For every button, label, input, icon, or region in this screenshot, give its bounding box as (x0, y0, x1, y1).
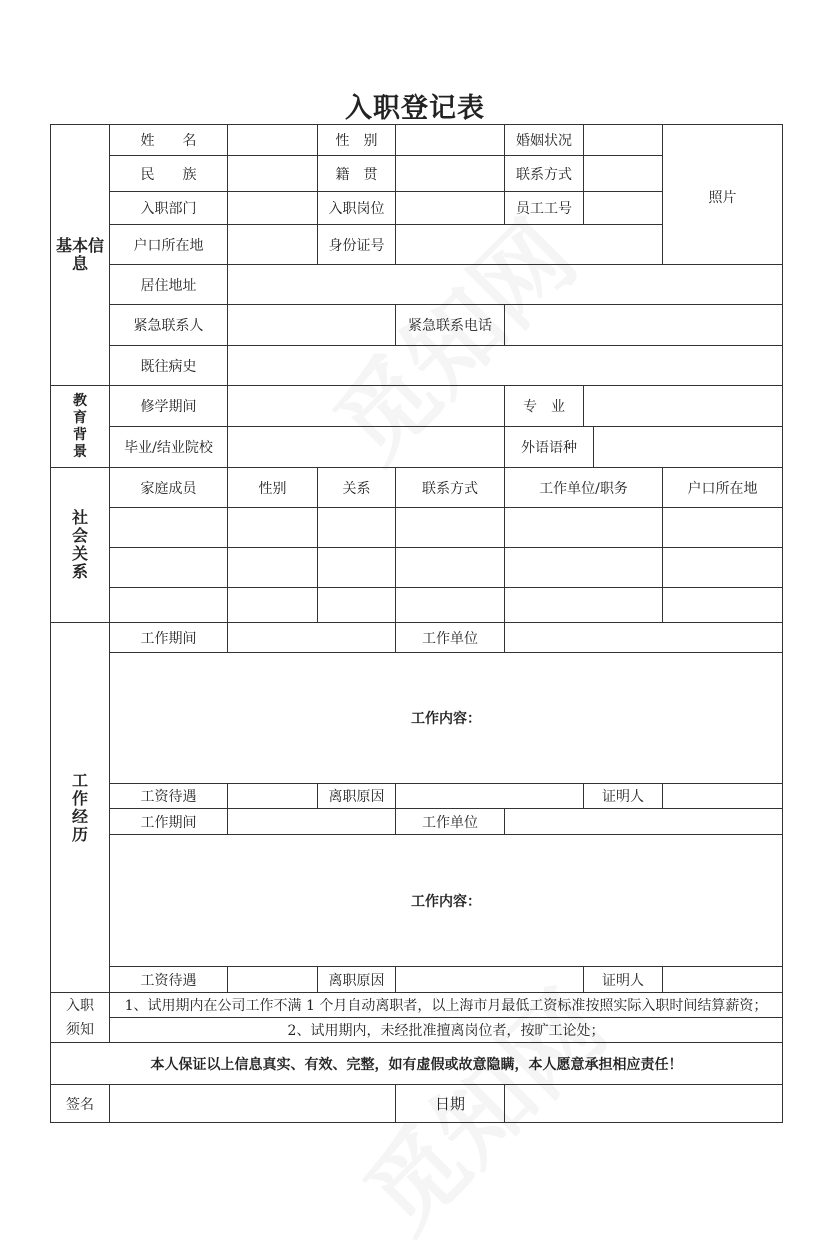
leave-reason-field-1[interactable] (396, 784, 584, 809)
table-cell[interactable] (110, 548, 228, 588)
reference-label-1: 证明人 (584, 784, 663, 809)
company-field-1[interactable] (505, 623, 783, 653)
name-label: 姓 名 (110, 125, 228, 156)
reference-label-2: 证明人 (584, 967, 663, 993)
work-period-label-1: 工作期间 (110, 623, 228, 653)
date-label: 日期 (396, 1085, 505, 1123)
table-row (51, 548, 783, 588)
dept-field[interactable] (228, 192, 318, 225)
language-field[interactable] (594, 427, 783, 468)
notice-item-1: 1、试用期内在公司工作不满 1 个月自动离职者，以上海市月最低工资标准按照实际入职时间结算薪资； (110, 993, 783, 1018)
table-cell[interactable] (318, 548, 396, 588)
id-number-label: 身份证号 (318, 225, 396, 265)
marital-label: 婚姻状况 (505, 125, 584, 156)
salary-label-1: 工资待遇 (110, 784, 228, 809)
table-cell[interactable] (396, 588, 505, 623)
registration-form (50, 124, 783, 1123)
section-notice: 入职须知 (51, 993, 110, 1043)
work-period-field-2[interactable] (228, 809, 396, 835)
table-cell[interactable] (505, 548, 663, 588)
table-cell[interactable] (396, 548, 505, 588)
school-field[interactable] (228, 427, 505, 468)
col-family-member: 家庭成员 (110, 468, 228, 508)
col-relation: 关系 (318, 468, 396, 508)
table-cell[interactable] (228, 508, 318, 548)
work-content-box-1[interactable] (110, 653, 783, 784)
major-label: 专 业 (505, 386, 584, 427)
employee-id-label: 员工工号 (505, 192, 584, 225)
native-place-field[interactable] (396, 156, 505, 192)
table-cell[interactable] (110, 508, 228, 548)
gender-label: 性 别 (318, 125, 396, 156)
table-cell[interactable] (318, 588, 396, 623)
reference-field-2[interactable] (663, 967, 783, 993)
emergency-contact-label: 紧急联系人 (110, 305, 228, 346)
work-content-label-1: 工作内容： (411, 711, 481, 727)
emergency-contact-field[interactable] (228, 305, 396, 346)
name-field[interactable] (228, 125, 318, 156)
company-label-2: 工作单位 (396, 809, 505, 835)
table-cell[interactable] (505, 508, 663, 548)
photo-box[interactable]: 照片 (663, 125, 783, 265)
work-content-label-2: 工作内容： (411, 893, 481, 910)
address-label: 居住地址 (110, 265, 228, 305)
work-content-box-2[interactable] (110, 835, 783, 967)
notice-item-2: 2、试用期内，未经批准擅离岗位者，按旷工论处； (110, 1018, 783, 1043)
table-cell[interactable] (505, 588, 663, 623)
employee-id-field[interactable] (584, 192, 663, 225)
hukou-label: 户口所在地 (110, 225, 228, 265)
contact-label: 联系方式 (505, 156, 584, 192)
table-cell[interactable] (396, 508, 505, 548)
work-period-field-1[interactable] (228, 623, 396, 653)
signature-label: 签名 (51, 1085, 110, 1123)
leave-reason-label-1: 离职原因 (318, 784, 396, 809)
page-title: 入职登记表 (345, 93, 485, 124)
school-label: 毕业/结业院校 (110, 427, 228, 468)
col-contact: 联系方式 (396, 468, 505, 508)
company-label-1: 工作单位 (396, 623, 505, 653)
reference-field-1[interactable] (663, 784, 783, 809)
section-education: 教育背景 (51, 386, 110, 468)
signature-field[interactable] (110, 1085, 396, 1123)
position-label: 入职岗位 (318, 192, 396, 225)
section-basic-info: 基本信息 (51, 125, 110, 386)
salary-field-2[interactable] (228, 967, 318, 993)
table-row (51, 508, 783, 548)
table-cell[interactable] (228, 588, 318, 623)
address-field[interactable] (228, 265, 783, 305)
leave-reason-field-2[interactable] (396, 967, 584, 993)
table-cell[interactable] (318, 508, 396, 548)
leave-reason-label-2: 离职原因 (318, 967, 396, 993)
ethnicity-field[interactable] (228, 156, 318, 192)
col-hukou: 户口所在地 (663, 468, 783, 508)
work-period-label-2: 工作期间 (110, 809, 228, 835)
col-gender: 性别 (228, 468, 318, 508)
section-work-experience: 工作经历 (51, 623, 110, 993)
emergency-phone-label: 紧急联系电话 (396, 305, 505, 346)
table-cell[interactable] (663, 588, 783, 623)
section-social-relations: 社会关系 (51, 468, 110, 623)
native-place-label: 籍 贯 (318, 156, 396, 192)
table-cell[interactable] (663, 508, 783, 548)
gender-field[interactable] (396, 125, 505, 156)
major-field[interactable] (584, 386, 783, 427)
table-cell[interactable] (663, 548, 783, 588)
ethnicity-label: 民 族 (110, 156, 228, 192)
salary-label-2: 工资待遇 (110, 967, 228, 993)
table-cell[interactable] (110, 588, 228, 623)
company-field-2[interactable] (505, 809, 783, 835)
dept-label: 入职部门 (110, 192, 228, 225)
language-label: 外语语种 (505, 427, 594, 468)
emergency-phone-field[interactable] (505, 305, 783, 346)
pledge-statement: 本人保证以上信息真实、有效、完整，如有虚假或故意隐瞒，本人愿意承担相应责任！ (51, 1043, 783, 1085)
contact-field[interactable] (584, 156, 663, 192)
marital-field[interactable] (584, 125, 663, 156)
study-period-label: 修学期间 (110, 386, 228, 427)
id-number-field[interactable] (396, 225, 663, 265)
salary-field-1[interactable] (228, 784, 318, 809)
medical-history-field[interactable] (228, 346, 783, 386)
medical-history-label: 既往病史 (110, 346, 228, 386)
position-field[interactable] (396, 192, 505, 225)
hukou-field[interactable] (228, 225, 318, 265)
study-period-field[interactable] (228, 386, 505, 427)
table-row (51, 588, 783, 623)
table-cell[interactable] (228, 548, 318, 588)
col-employer: 工作单位/职务 (505, 468, 663, 508)
date-field[interactable] (505, 1085, 783, 1123)
